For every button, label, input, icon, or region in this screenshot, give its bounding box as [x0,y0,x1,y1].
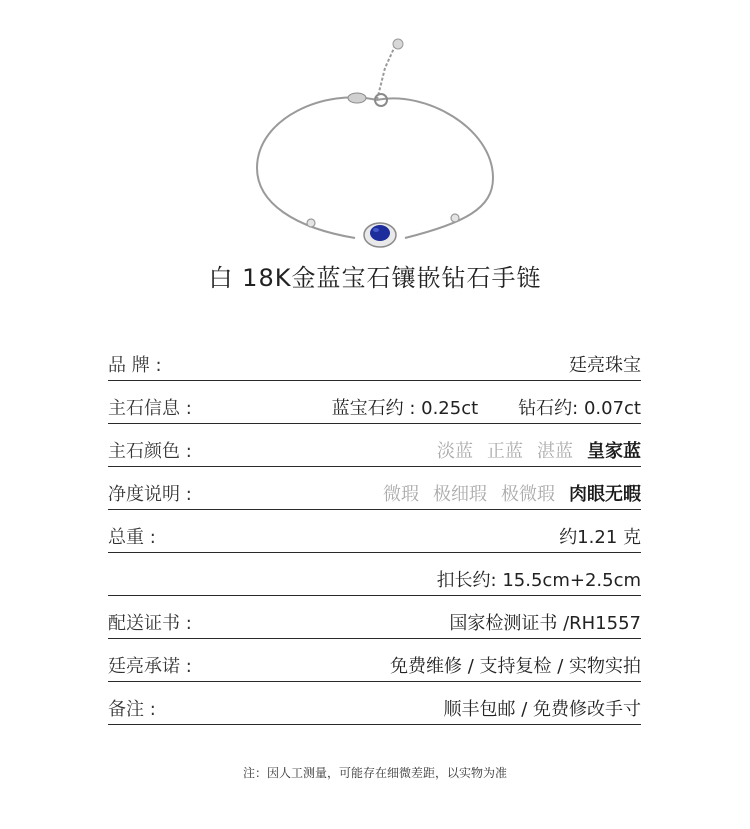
spec-label: 总重 : [108,527,156,548]
spec-row [108,639,641,682]
spec-value-item: 极细瑕 [433,484,487,505]
spec-value [390,652,641,678]
spec-row [108,424,641,467]
spec-value-item: 免费维修 / 支持复检 / 实物实拍 [389,656,641,677]
spec-value [437,566,641,592]
spec-value [569,351,641,377]
measurement-note: 注：因人工测量，可能存在细微差距，以实物为准 [242,766,507,780]
spec-value-item: 顺丰包邮 / 免费修改手寸 [443,699,641,720]
spec-value [443,695,641,721]
spec-value-item: 湛蓝 [537,441,573,462]
spec-value-item: 钻石约: 0.07ct [518,398,641,419]
bracelet-product-image [245,28,505,258]
spec-label: 品 牌 : [108,355,162,376]
spec-value-item: 皇家蓝 [587,441,641,462]
spec-row [108,338,641,381]
spec-label: 净度说明 : [108,484,192,505]
spec-value [559,523,641,549]
spec-row [108,467,641,510]
spec-row [108,510,641,553]
spec-value-item: 极微瑕 [501,484,555,505]
spec-value-item: 微瑕 [383,484,419,505]
spec-row [108,381,641,424]
spec-value-item: 蓝宝石约 : 0.25ct [331,398,479,419]
spec-label: 主石颜色 : [108,441,192,462]
spec-value-item: 正蓝 [487,441,523,462]
spec-value [383,480,641,506]
spec-value-item: 约1.21 克 [559,527,641,548]
spec-label: 配送证书 : [108,613,192,634]
spec-value-item: 廷亮珠宝 [569,355,641,376]
spec-row [108,596,641,639]
spec-value [332,394,641,420]
spec-label: 主石信息 : [108,398,192,419]
spec-value-item: 肉眼无暇 [569,484,641,505]
spec-table [108,338,641,725]
spec-value-item: 淡蓝 [437,441,473,462]
spec-value [437,437,641,463]
spec-row [108,553,641,596]
spec-row [108,682,641,725]
product-title: 白 18K金蓝宝石镶嵌钻石手链 [208,264,542,292]
spec-value-item: 扣长约: 15.5cm+2.5cm [436,570,641,591]
spec-value [449,609,641,635]
spec-label: 廷亮承诺 : [108,656,192,677]
spec-value-item: 国家检测证书 /RH1557 [449,613,641,634]
spec-label: 备注 : [108,699,156,720]
